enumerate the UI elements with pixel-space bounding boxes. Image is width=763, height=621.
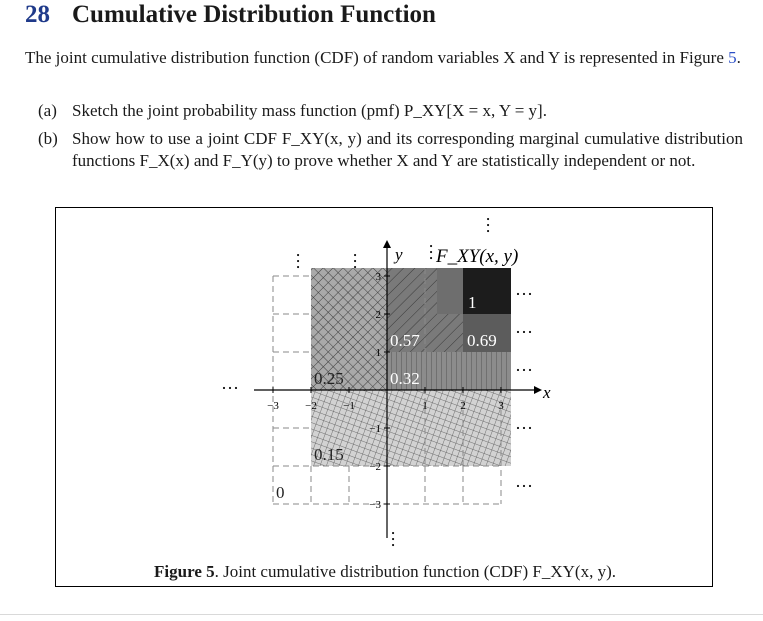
value-032: 0.32 xyxy=(390,369,420,388)
dots-bottom: ··· xyxy=(383,530,403,548)
y-tick-label: −2 xyxy=(369,461,381,473)
section-title: Cumulative Distribution Function xyxy=(72,1,436,28)
dots-top-4: ··· xyxy=(478,216,498,234)
y-tick-label: 3 xyxy=(375,271,381,283)
x-tick-label: 1 xyxy=(422,400,428,412)
x-tick-label: 3 xyxy=(498,400,504,412)
item-text-b: Show how to use a joint CDF F_XY(x, y) and its corresponding marginal cumulative distribution functions F_X(x) and F_Y(y) to prove whether X and Y are statistically independent or not. xyxy=(72,129,743,170)
y-axis-arrow xyxy=(383,240,391,248)
x-tick-label: −2 xyxy=(305,400,317,412)
question-item-a xyxy=(38,100,743,122)
region-1-upper-mid xyxy=(437,268,463,314)
value-069: 0.69 xyxy=(467,331,497,350)
question-item-b xyxy=(38,128,743,172)
function-label: F_XY(x, y) xyxy=(436,246,519,267)
figure-5 xyxy=(55,207,713,587)
x-tick-label: −3 xyxy=(267,400,279,412)
dots-top-3: ··· xyxy=(421,243,441,261)
item-text-a: Sketch the joint probability mass function (pmf) P_XY[X = x, Y = y]. xyxy=(72,101,547,120)
dots-right-5: ··· xyxy=(515,476,533,496)
x-tick-label: 2 xyxy=(460,400,466,412)
caption-label: Figure 5 xyxy=(154,562,215,581)
section-number: 28 xyxy=(25,1,50,28)
dots-right-1: ··· xyxy=(515,284,533,304)
page-bottom-rule xyxy=(0,614,763,615)
x-axis-arrow xyxy=(534,386,542,394)
dots-left: ··· xyxy=(221,378,239,398)
y-tick-label: −3 xyxy=(369,499,381,511)
item-label-a: (a) xyxy=(38,101,57,120)
y-tick-label: 2 xyxy=(375,309,381,321)
intro-paragraph xyxy=(25,47,743,69)
dots-right-4: ··· xyxy=(515,418,533,438)
dots-top-1: ··· xyxy=(288,252,308,270)
dots-right-3: ··· xyxy=(515,360,533,380)
caption-text: . Joint cumulative distribution function (CDF) F_XY(x, y). xyxy=(214,562,616,581)
y-axis-label: y xyxy=(395,245,403,264)
section-heading xyxy=(25,1,436,29)
value-015: 0.15 xyxy=(314,445,344,464)
intro-end: . xyxy=(736,48,741,67)
y-tick-label: −1 xyxy=(369,423,381,435)
value-057: 0.57 xyxy=(390,331,420,350)
x-axis-label: x xyxy=(543,383,551,402)
cdf-figure xyxy=(56,208,712,586)
value-1: 1 xyxy=(468,293,477,312)
dots-top-2: ··· xyxy=(345,252,365,270)
x-tick-label: −1 xyxy=(343,400,355,412)
item-label-b: (b) xyxy=(38,129,58,148)
value-025: 0.25 xyxy=(314,369,344,388)
y-tick-label: 1 xyxy=(375,347,381,359)
figure-caption xyxy=(56,562,714,582)
value-0: 0 xyxy=(276,483,285,502)
figure-reference-link[interactable]: 5 xyxy=(728,48,737,67)
dots-right-2: ··· xyxy=(515,322,533,342)
intro-text: The joint cumulative distribution function (CDF) of random variables X and Y is represented in Figure xyxy=(25,48,724,67)
